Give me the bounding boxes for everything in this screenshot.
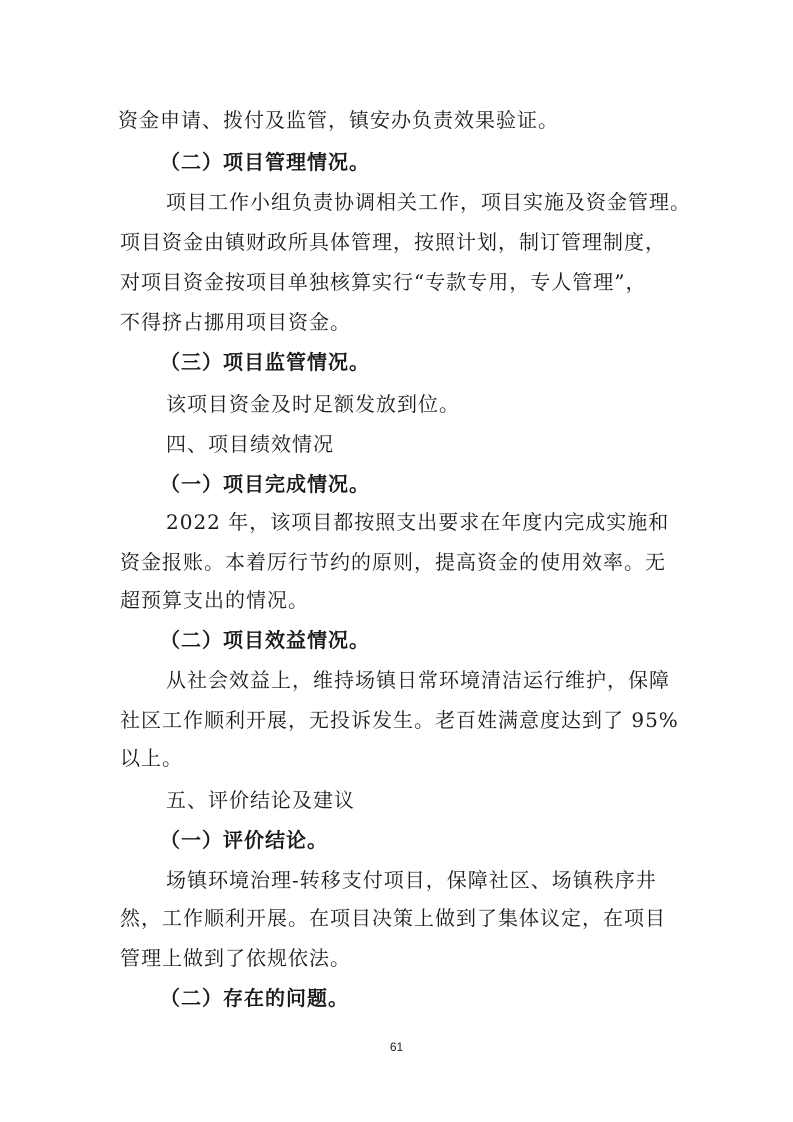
chapter-heading: 四、项目绩效情况: [166, 432, 334, 456]
section-heading: （一）评价结论。: [160, 828, 328, 852]
paragraph-first-line: 场镇环境治理-转移支付项目，保障社区、场镇秩序井: [166, 868, 657, 892]
section-heading: （二）项目管理情况。: [160, 150, 370, 174]
body-text-line: 超预算支出的情况。: [120, 588, 309, 612]
body-text-line: 不得挤占挪用项目资金。: [120, 310, 351, 334]
body-text-line: 以上。: [120, 746, 183, 770]
page-number: 61: [389, 1040, 404, 1054]
paragraph-first-line: 项目工作小组负责协调相关工作，项目实施及资金管理。: [166, 190, 691, 214]
body-text-line: 对项目资金按项目单独核算实行“专款专用，专人管理”，: [120, 270, 647, 294]
body-text-line: 资金申请、拨付及监管，镇安办负责效果验证。: [118, 108, 559, 132]
section-heading: （三）项目监管情况。: [160, 350, 370, 374]
section-heading: （二）项目效益情况。: [160, 628, 370, 652]
paragraph-first-line: 该项目资金及时足额发放到位。: [166, 392, 460, 416]
chapter-heading: 五、评价结论及建议: [166, 788, 355, 812]
body-text-line: 社区工作顺利开展，无投诉发生。老百姓满意度达到了 95%: [120, 708, 679, 732]
section-heading: （一）项目完成情况。: [160, 472, 370, 496]
body-text-line: 管理上做到了依规依法。: [120, 946, 351, 970]
body-text-line: 项目资金由镇财政所具体管理，按照计划，制订管理制度，: [120, 230, 666, 254]
paragraph-first-line: 从社会效益上，维持场镇日常环境清洁运行维护，保障: [166, 668, 670, 692]
body-text-line: 资金报账。本着厉行节约的原则，提高资金的使用效率。无: [120, 550, 666, 574]
paragraph-first-line: 2022 年，该项目都按照支出要求在年度内完成实施和: [166, 510, 670, 534]
section-heading: （二）存在的问题。: [160, 986, 349, 1010]
body-text-line: 然，工作顺利开展。在项目决策上做到了集体议定，在项目: [120, 906, 666, 930]
